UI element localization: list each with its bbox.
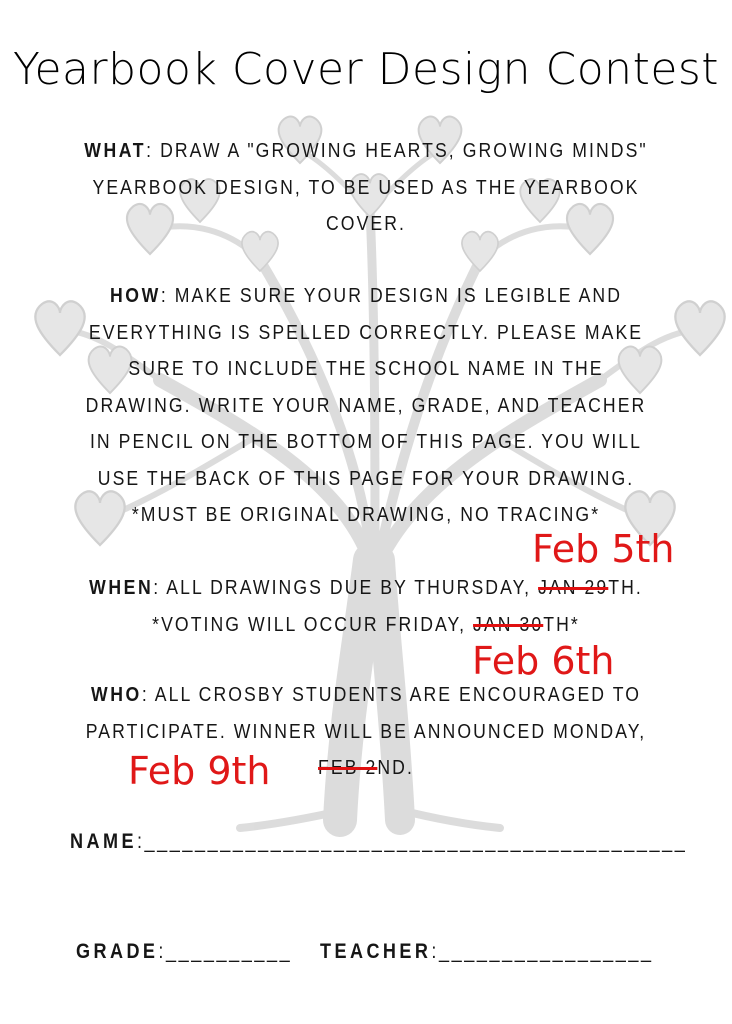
when-line1-text: : ALL DRAWINGS DUE BY THURSDAY,: [153, 576, 539, 599]
page-title: Yearbook Cover Design Contest: [12, 44, 720, 95]
what-section: [77, 133, 655, 243]
who-label: WHO: [91, 683, 142, 706]
teacher-label: TEACHER: [320, 940, 432, 963]
when-line1-suffix: TH.: [608, 576, 643, 599]
when-line2-text: *VOTING WILL OCCUR FRIDAY,: [152, 612, 474, 636]
what-label: WHAT: [84, 139, 147, 162]
struck-voting-date: JAN 30: [473, 612, 544, 636]
name-field[interactable]: [70, 830, 687, 854]
teacher-field[interactable]: [320, 940, 654, 964]
correction-due-date: Feb 5th: [532, 527, 675, 571]
struck-winner-date: FEB 2: [318, 756, 378, 779]
when-section: [77, 570, 655, 643]
struck-due-date: JAN 29: [538, 576, 609, 599]
how-text: : MAKE SURE YOUR DESIGN IS LEGIBLE AND EVERYTHING IS SPELLED CORRECTLY. PLEASE MAKE SURE TO INCLUDE THE SCHOOL NAME IN THE DRAWING. WRITE YOUR NAME, GRADE, AND TEACHER IN PENCIL ON THE BOTTOM OF THIS PAGE. YOU WILL USE THE BACK OF THIS PAGE FOR YOUR DRAWING.: [85, 284, 647, 490]
name-blank: :___________________________________________: [136, 830, 688, 853]
grade-label: GRADE: [76, 940, 159, 963]
who-text: : ALL CROSBY STUDENTS ARE ENCOURAGED TO PARTICIPATE. WINNER WILL BE ANNOUNCED MONDAY,: [85, 683, 647, 743]
how-label: HOW: [109, 284, 161, 307]
when-line2-suffix: TH*: [543, 612, 580, 636]
correction-voting-date: Feb 6th: [472, 639, 615, 683]
how-note: *MUST BE ORIGINAL DRAWING, NO TRACING*: [131, 503, 601, 526]
correction-winner-date: Feb 9th: [128, 749, 271, 793]
teacher-blank: :_________________: [431, 940, 654, 963]
how-section: [77, 278, 655, 534]
when-label: WHEN: [89, 576, 154, 599]
who-suffix: ND.: [377, 756, 414, 779]
what-text: : DRAW A "GROWING HEARTS, GROWING MINDS" YEARBOOK DESIGN, TO BE USED AS THE YEARBOOK COVER.: [92, 139, 648, 235]
name-label: NAME: [70, 830, 137, 853]
grade-field[interactable]: [76, 940, 292, 964]
grade-blank: :__________: [158, 940, 293, 963]
